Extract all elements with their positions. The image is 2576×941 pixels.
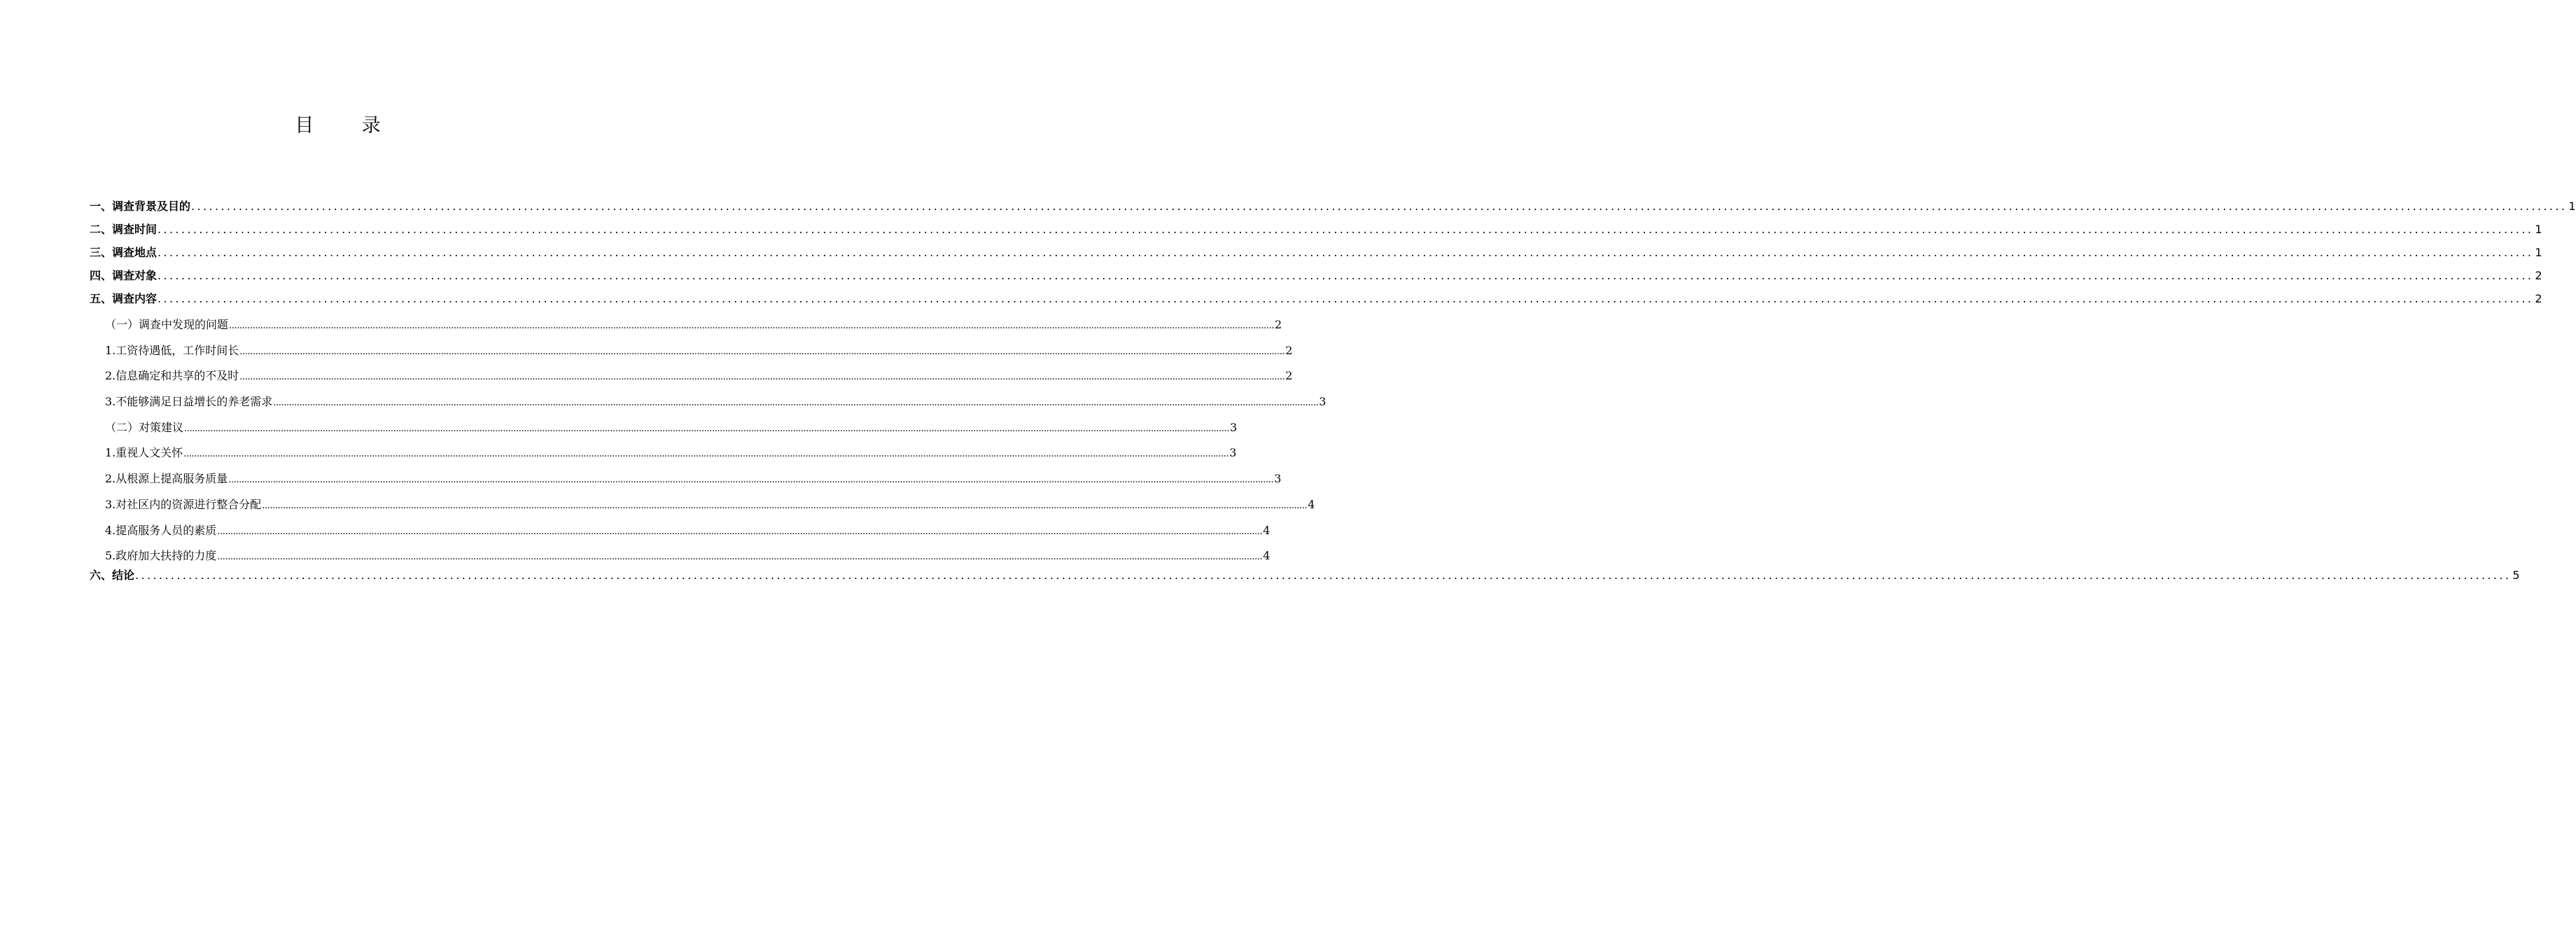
toc-page-number: 3	[1319, 395, 1326, 409]
toc-dot-leader: ................................................................................................................................................................................................................................................................................................................................................................................................................	[239, 346, 1285, 357]
toc-dot-leader: ................................................................................................................................................................................................................................................................................................................................................................................................................	[184, 423, 1229, 434]
toc-entry-chapter[interactable]	[90, 267, 2542, 290]
toc-entry-chapter[interactable]	[90, 290, 2542, 313]
toc-page-number: 2	[2535, 292, 2542, 305]
toc-entry-label: 六、结论	[90, 568, 135, 582]
toc-dot-leader: ................................................................................................................................................................................................................................................................................................................................................................................................................	[158, 246, 2534, 259]
toc-entry-label: （一）调查中发现的问题	[105, 318, 229, 331]
toc-page-number: 4	[1308, 497, 1315, 511]
toc-page-number: 2	[1274, 318, 1282, 331]
toc-entry-label: 二、调查时间	[90, 223, 158, 236]
toc-entry-label: 4.提高服务人员的素质	[105, 523, 217, 537]
toc-entry-label: （二）对策建议	[105, 420, 184, 434]
toc-entry-section[interactable]	[90, 466, 1282, 492]
toc-page-number: 2	[1285, 343, 1293, 357]
toc-page-number: 2	[1285, 369, 1293, 383]
toc-entry-chapter[interactable]	[90, 244, 2542, 267]
toc-entry-label: 2.信息确定和共享的不及时	[105, 369, 239, 383]
toc-page-number: 1	[2535, 223, 2542, 236]
toc-page-number: 4	[1263, 549, 1270, 563]
toc-dot-leader: ................................................................................................................................................................................................................................................................................................................................................................................................................	[217, 526, 1263, 537]
toc-entry-label: 3.不能够满足日益增长的养老需求	[105, 395, 273, 409]
toc-page-number: 1	[2568, 200, 2576, 213]
toc-entry-label: 1.工资待遇低，工作时间长	[105, 343, 239, 357]
toc-entry-section[interactable]	[90, 338, 1293, 364]
toc-dot-leader: ................................................................................................................................................................................................................................................................................................................................................................................................................	[135, 568, 2512, 582]
toc-page-number: 4	[1263, 523, 1270, 537]
toc-entry-section[interactable]	[90, 440, 1237, 466]
toc-page-number: 3	[1274, 472, 1282, 486]
toc-entry-label: 2.从根源上提高服务质量	[105, 472, 228, 486]
toc-entry-label: 1.重视人文关怀	[105, 446, 183, 460]
toc-entry-chapter[interactable]	[90, 221, 2542, 244]
toc-entry-section[interactable]	[90, 415, 1238, 441]
table-of-contents	[90, 197, 2576, 590]
toc-entry-chapter[interactable]	[90, 197, 2576, 221]
toc-title: 目 录	[295, 115, 402, 137]
toc-entry-section[interactable]	[90, 363, 1293, 389]
toc-dot-leader: ................................................................................................................................................................................................................................................................................................................................................................................................................	[239, 372, 1285, 383]
toc-page-number: 2	[2535, 269, 2542, 282]
toc-dot-leader: ................................................................................................................................................................................................................................................................................................................................................................................................................	[191, 200, 2568, 213]
toc-dot-leader: ................................................................................................................................................................................................................................................................................................................................................................................................................	[183, 449, 1229, 460]
toc-entry-label: 一、调查背景及目的	[90, 200, 191, 213]
toc-entry-section[interactable]	[90, 312, 1282, 338]
toc-entry-section[interactable]	[90, 543, 1270, 569]
toc-dot-leader: ................................................................................................................................................................................................................................................................................................................................................................................................................	[158, 223, 2534, 236]
toc-entry-chapter[interactable]	[90, 566, 2520, 590]
toc-entry-label: 三、调查地点	[90, 246, 158, 259]
toc-dot-leader: ................................................................................................................................................................................................................................................................................................................................................................................................................	[158, 292, 2534, 305]
toc-entry-label: 四、调查对象	[90, 269, 158, 282]
toc-dot-leader: ................................................................................................................................................................................................................................................................................................................................................................................................................	[273, 398, 1319, 409]
toc-page-number: 1	[2535, 246, 2542, 259]
toc-entry-label: 五、调查内容	[90, 292, 158, 305]
toc-page-number: 3	[1229, 446, 1237, 460]
toc-dot-leader: ................................................................................................................................................................................................................................................................................................................................................................................................................	[228, 475, 1274, 486]
toc-entry-section[interactable]	[90, 492, 1315, 518]
toc-dot-leader: ................................................................................................................................................................................................................................................................................................................................................................................................................	[229, 321, 1274, 331]
toc-entry-section[interactable]	[90, 389, 1326, 415]
toc-dot-leader: ................................................................................................................................................................................................................................................................................................................................................................................................................	[217, 552, 1263, 563]
toc-page-number: 3	[1229, 420, 1238, 434]
toc-entry-section[interactable]	[90, 518, 1270, 544]
toc-dot-leader: ................................................................................................................................................................................................................................................................................................................................................................................................................	[158, 269, 2534, 282]
toc-dot-leader: ................................................................................................................................................................................................................................................................................................................................................................................................................	[262, 500, 1308, 511]
toc-entry-label: 5.政府加大扶持的力度	[105, 549, 217, 563]
toc-entry-label: 3.对社区内的资源进行整合分配	[105, 497, 262, 511]
toc-page-number: 5	[2512, 568, 2520, 582]
